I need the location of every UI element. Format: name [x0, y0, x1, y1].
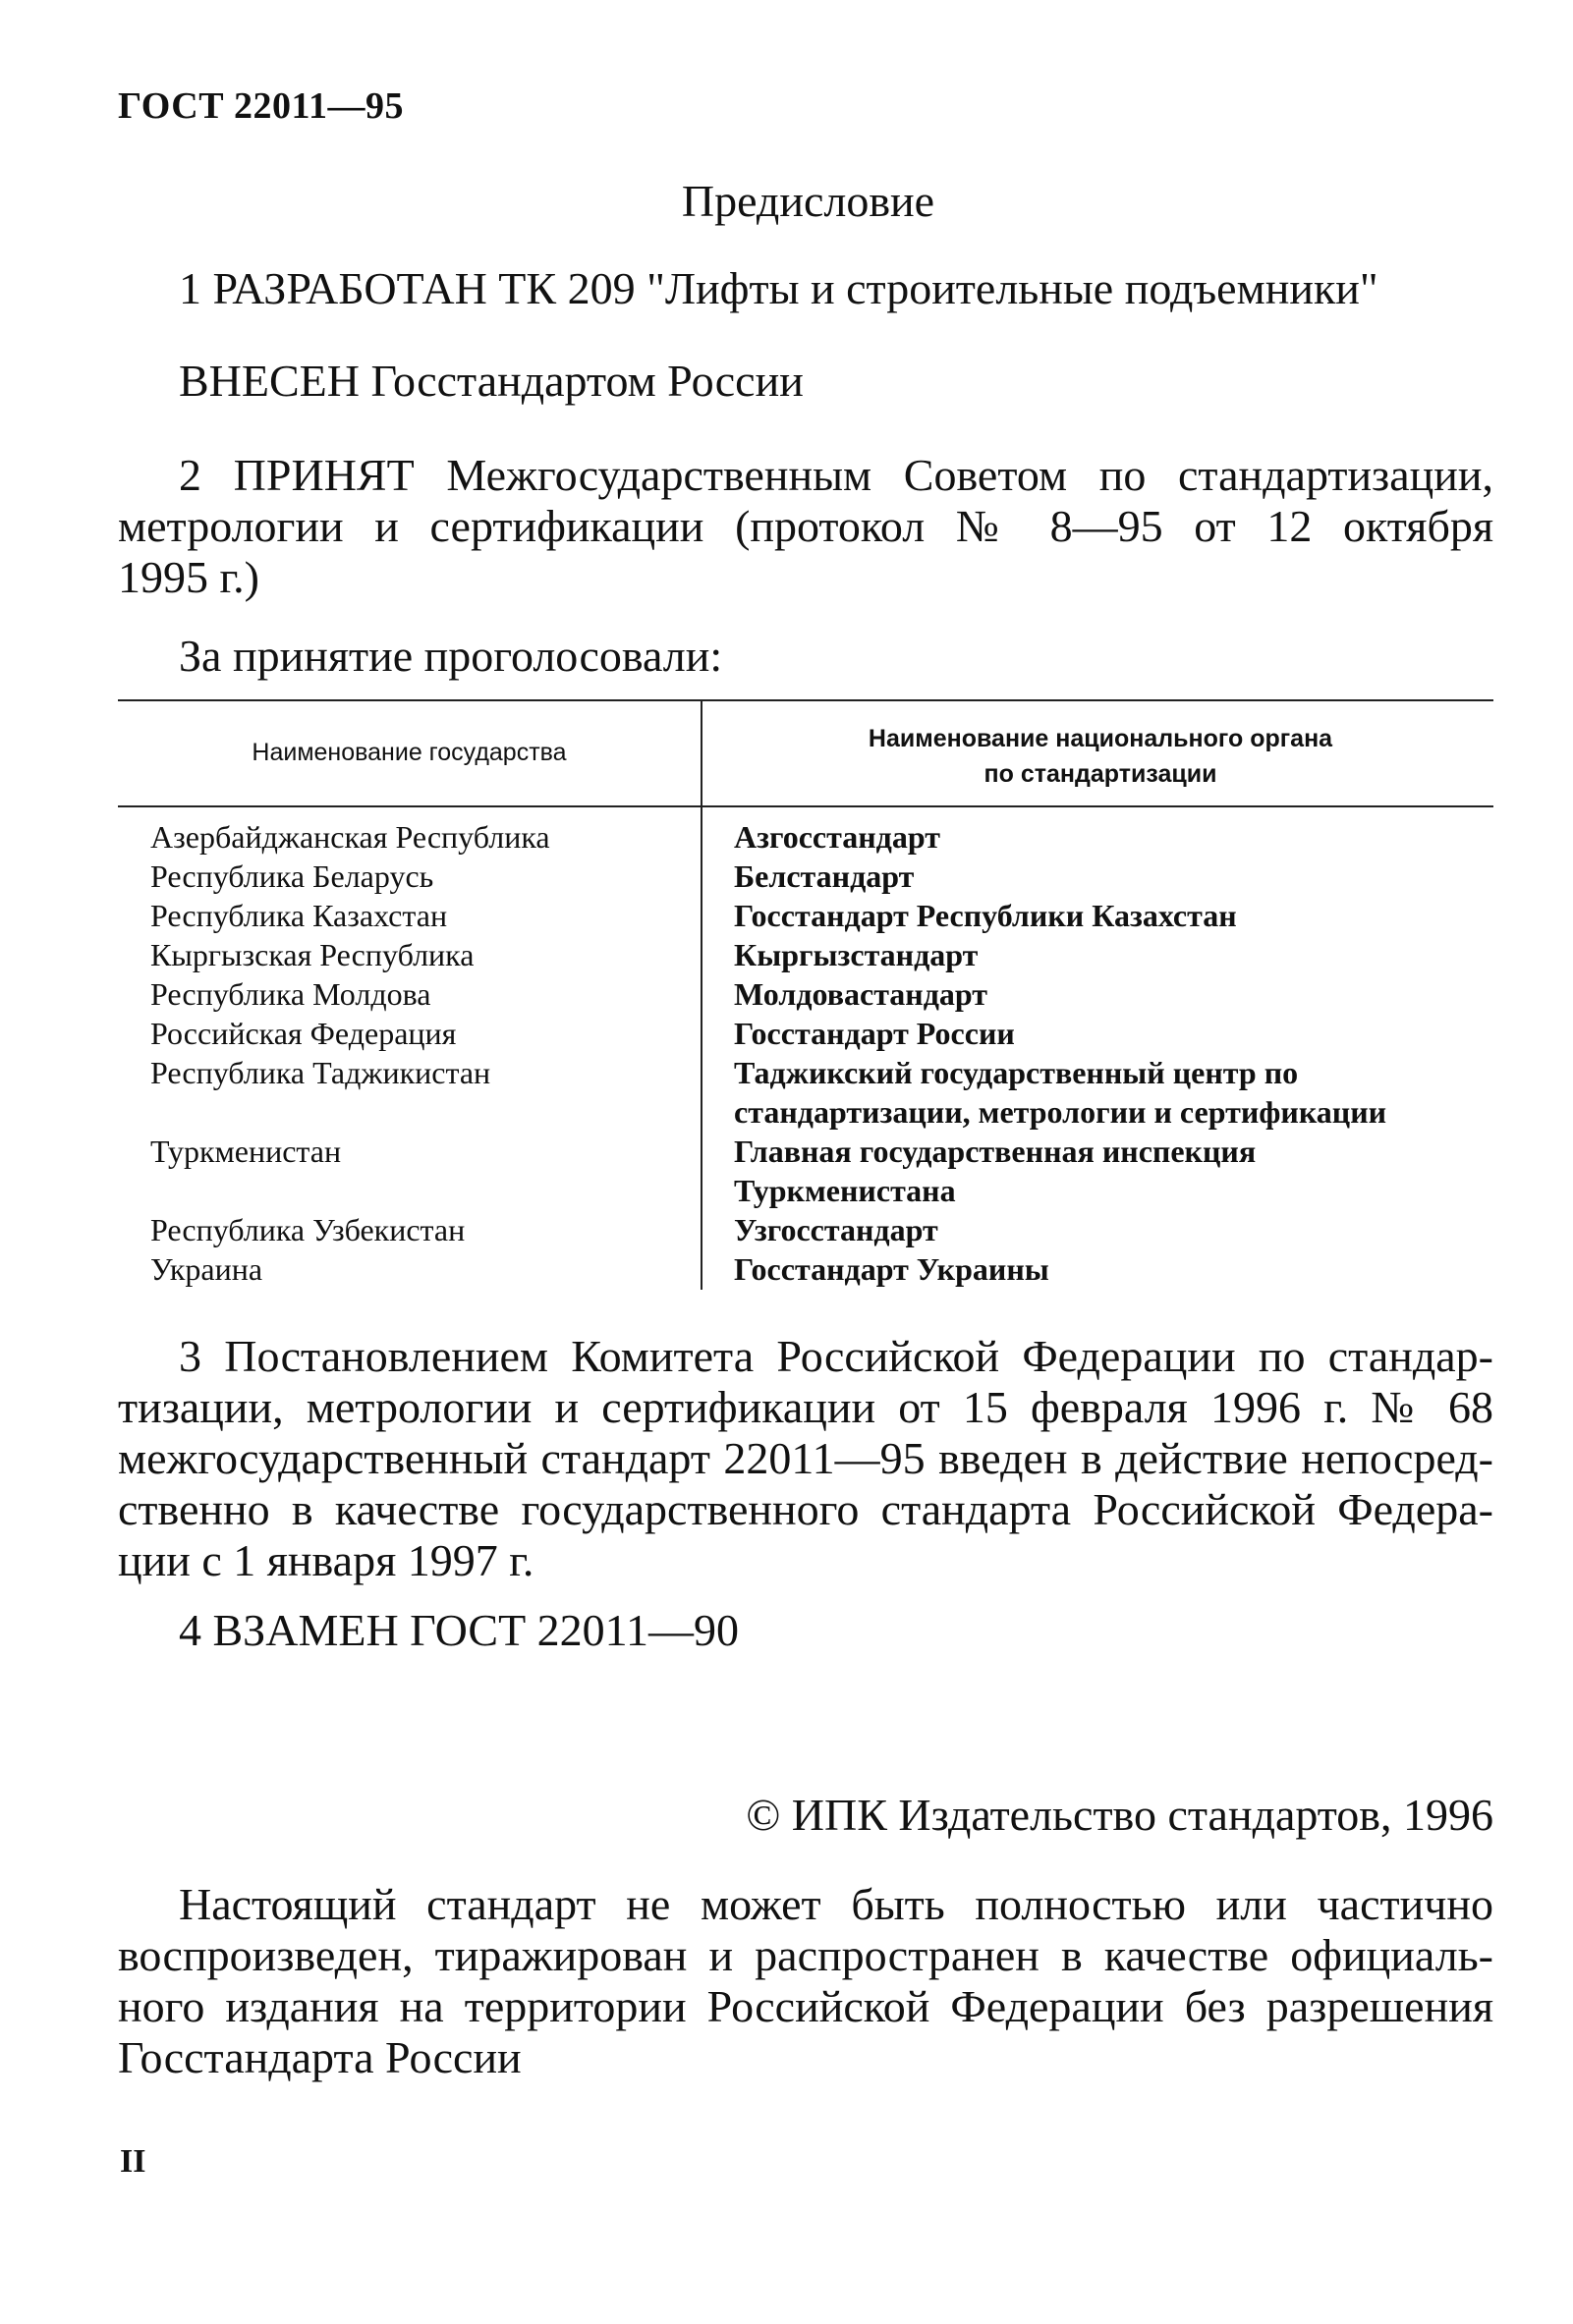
state-cell: Республика Молдова — [150, 976, 431, 1012]
state-cell: Азербайджанская Республика — [150, 819, 550, 855]
table-header-body — [707, 721, 1493, 792]
state-cell: Республика Узбекистан — [150, 1212, 466, 1247]
paragraph-adopted-line: метрологии и сертификации (протокол № 8—95 от 12 октября — [118, 501, 1493, 551]
paragraph-decree-line: ции с 1 января 1997 г. — [118, 1535, 534, 1585]
body-cell: Госстандарт России — [734, 1016, 1015, 1051]
table-header-body-line: по стандартизации — [983, 760, 1217, 788]
paragraph-replaces: 4 ВЗАМЕН ГОСТ 22011—90 — [179, 1605, 739, 1655]
body-cell: Таджикский государственный центр по — [734, 1055, 1299, 1090]
state-cell: Республика Казахстан — [150, 898, 448, 933]
table-header-state: Наименование государства — [252, 739, 567, 766]
reproduction-notice-line: Госстандарта России — [118, 2032, 522, 2082]
paragraph-decree-line: ственно в качестве государственного стандарта Российской Федера- — [118, 1484, 1493, 1534]
paragraph-decree — [118, 1331, 1493, 1586]
reproduction-notice-line: ного издания на территории Российской Федерации без разрешения — [118, 1981, 1493, 2031]
state-cell: Туркменистан — [150, 1134, 342, 1169]
table-column-divider — [701, 699, 702, 1290]
table-top-rule — [118, 699, 1493, 701]
paragraph-developed: 1 РАЗРАБОТАН ТК 209 "Лифты и строительные подъемники" — [179, 263, 1378, 313]
table-header-body-line: Наименование национального органа — [868, 725, 1333, 752]
page-title — [0, 175, 1573, 227]
table-header-rule — [118, 805, 1493, 807]
paragraph-decree-line: 3 Постановлением Комитета Российской Федерации по стандар- — [179, 1331, 1493, 1381]
body-cell: Азгосстандарт — [734, 819, 940, 855]
body-cell: Главная государственная инспекция — [734, 1134, 1257, 1169]
voting-table — [118, 699, 1493, 1290]
body-cell: Туркменистана — [734, 1173, 956, 1208]
body-cell: Госстандарт Республики Казахстан — [734, 898, 1237, 933]
reproduction-notice — [118, 1879, 1493, 2083]
reproduction-notice-line: воспроизведен, тиражирован и распространен в качестве официаль- — [118, 1930, 1493, 1980]
page-number: II — [120, 2143, 146, 2180]
page-title-text: Предисловие — [681, 176, 935, 226]
paragraph-adopted-line: 1995 г.) — [118, 552, 259, 602]
body-cell: Кыргызстандарт — [734, 937, 979, 972]
body-column — [734, 817, 1490, 1289]
state-column — [150, 817, 691, 1289]
body-cell: Узгосстандарт — [734, 1212, 938, 1247]
state-cell: Кыргызская Республика — [150, 937, 475, 972]
voted-intro: За принятие проголосовали: — [179, 631, 723, 681]
body-cell: Молдовастандарт — [734, 976, 988, 1012]
document-code: ГОСТ 22011—95 — [118, 85, 404, 127]
state-cell: Республика Беларусь — [150, 858, 434, 894]
body-cell: стандартизации, метрологии и сертификации — [734, 1094, 1387, 1130]
copyright-notice: © ИПК Издательство стандартов, 1996 — [746, 1790, 1493, 1840]
state-cell: Республика Таджикистан — [150, 1055, 491, 1090]
body-cell: Белстандарт — [734, 858, 915, 894]
state-cell: Российская Федерация — [150, 1016, 457, 1051]
paragraph-introduced: ВНЕСЕН Госстандартом России — [179, 356, 804, 406]
paragraph-decree-line: межгосударственный стандарт 22011—95 введен в действие непосред- — [118, 1433, 1493, 1483]
state-cell: Украина — [150, 1251, 263, 1287]
body-cell: Госстандарт Украины — [734, 1251, 1049, 1287]
paragraph-adopted — [118, 450, 1493, 603]
reproduction-notice-line: Настоящий стандарт не может быть полностью или частично — [179, 1879, 1493, 1929]
paragraph-decree-line: тизации, метрологии и сертификации от 15 февраля 1996 г. № 68 — [118, 1382, 1493, 1432]
paragraph-adopted-line: 2 ПРИНЯТ Межгосударственным Советом по стандартизации, — [179, 450, 1493, 500]
